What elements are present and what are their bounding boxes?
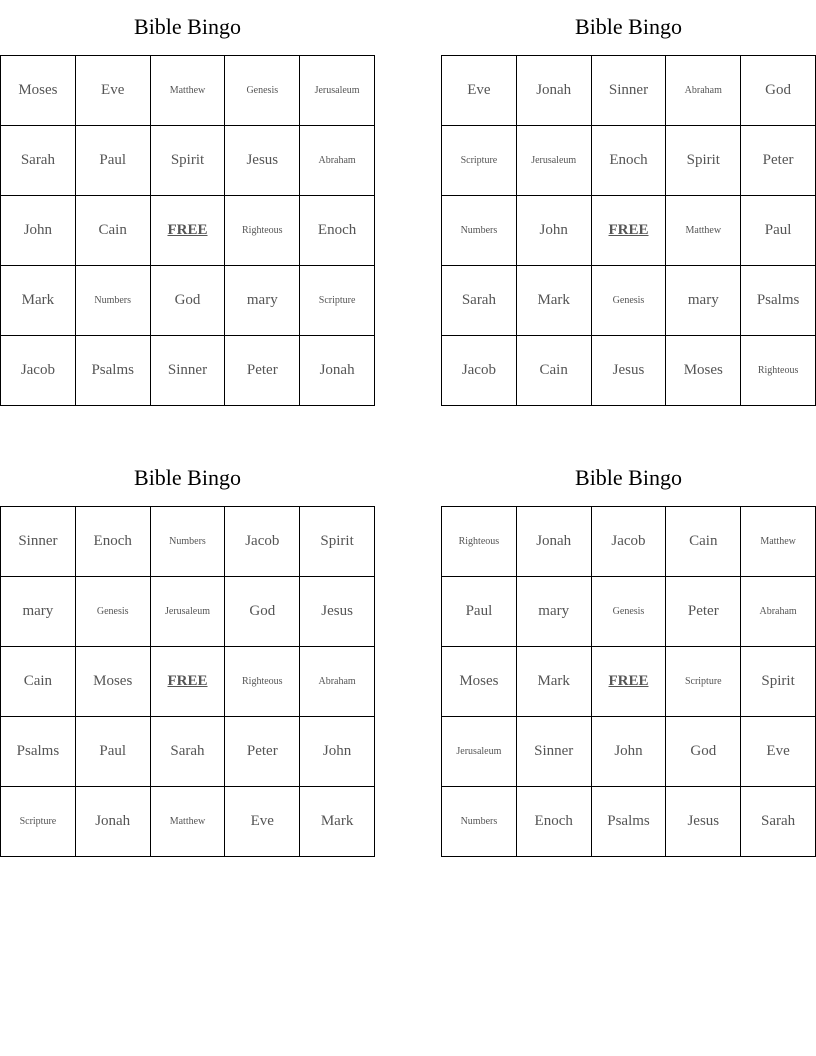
bingo-cell: Sinner: [151, 336, 226, 406]
bingo-cell: Numbers: [151, 507, 226, 577]
bingo-cell: Enoch: [517, 787, 592, 857]
bingo-cell: God: [151, 266, 226, 336]
bingo-cell: Numbers: [442, 787, 517, 857]
bingo-cell: Eve: [741, 717, 816, 787]
bingo-cell: Scripture: [1, 787, 76, 857]
free-space-cell: FREE: [592, 647, 667, 717]
bingo-cell: Enoch: [300, 196, 375, 266]
bingo-cell: mary: [1, 577, 76, 647]
bingo-card-3: [0, 463, 375, 829]
bingo-cell: Jesus: [225, 126, 300, 196]
bingo-cell: Genesis: [592, 577, 667, 647]
bingo-cell: Jerusaleum: [517, 126, 592, 196]
bingo-cell: Righteous: [741, 336, 816, 406]
bingo-cell: Genesis: [76, 577, 151, 647]
bingo-cell: John: [517, 196, 592, 266]
bingo-cell: Sinner: [592, 56, 667, 126]
bingo-cell: mary: [666, 266, 741, 336]
bingo-cell: Psalms: [592, 787, 667, 857]
bingo-cell: Jacob: [225, 507, 300, 577]
bingo-cell: Sinner: [517, 717, 592, 787]
bingo-cell: Paul: [741, 196, 816, 266]
bingo-cell: mary: [517, 577, 592, 647]
bingo-cell: Jonah: [517, 507, 592, 577]
bingo-cell: Peter: [666, 577, 741, 647]
bingo-cell: Mark: [300, 787, 375, 857]
bingo-cell: Peter: [225, 717, 300, 787]
bingo-grid: [0, 506, 375, 857]
bingo-cell: Scripture: [666, 647, 741, 717]
bingo-cell: Enoch: [76, 507, 151, 577]
bingo-cell: Matthew: [666, 196, 741, 266]
bingo-cell: God: [741, 56, 816, 126]
bingo-grid: [441, 506, 816, 857]
bingo-cell: Jesus: [592, 336, 667, 406]
bingo-cell: Eve: [225, 787, 300, 857]
bingo-cell: Scripture: [442, 126, 517, 196]
bingo-cell: Jonah: [300, 336, 375, 406]
bingo-cell: God: [666, 717, 741, 787]
bingo-cell: Paul: [442, 577, 517, 647]
bingo-cell: Sinner: [1, 507, 76, 577]
bingo-cell: Paul: [76, 126, 151, 196]
bingo-cell: Abraham: [666, 56, 741, 126]
bingo-cell: Psalms: [1, 717, 76, 787]
bingo-cell: Numbers: [442, 196, 517, 266]
bingo-cell: Spirit: [666, 126, 741, 196]
bingo-cell: Sarah: [442, 266, 517, 336]
free-space-cell: FREE: [151, 196, 226, 266]
bingo-cell: Sarah: [1, 126, 76, 196]
bingo-cell: Paul: [76, 717, 151, 787]
bingo-cell: Abraham: [300, 126, 375, 196]
bingo-cell: Cain: [76, 196, 151, 266]
bingo-cell: Psalms: [741, 266, 816, 336]
bingo-grid: [0, 55, 375, 406]
bingo-cell: Peter: [225, 336, 300, 406]
bingo-cell: Jonah: [517, 56, 592, 126]
bingo-cell: Enoch: [592, 126, 667, 196]
bingo-cell: Cain: [666, 507, 741, 577]
bingo-card-1: [0, 12, 375, 378]
bingo-cell: Genesis: [225, 56, 300, 126]
bingo-cell: Sarah: [151, 717, 226, 787]
bingo-cell: John: [1, 196, 76, 266]
bingo-cell: Mark: [517, 266, 592, 336]
bingo-cell: Scripture: [300, 266, 375, 336]
bingo-cell: Mark: [517, 647, 592, 717]
bingo-cell: Peter: [741, 126, 816, 196]
bingo-cell: Jesus: [300, 577, 375, 647]
bingo-cell: mary: [225, 266, 300, 336]
card-title: Bible Bingo: [134, 465, 241, 490]
bingo-cell: Abraham: [300, 647, 375, 717]
bingo-cell: Sarah: [741, 787, 816, 857]
bingo-cell: Jacob: [592, 507, 667, 577]
bingo-cell: Moses: [666, 336, 741, 406]
bingo-cell: Jerusaleum: [300, 56, 375, 126]
bingo-cell: Cain: [1, 647, 76, 717]
bingo-cell: God: [225, 577, 300, 647]
bingo-cell: Mark: [1, 266, 76, 336]
bingo-cell: Righteous: [442, 507, 517, 577]
bingo-cell: Spirit: [741, 647, 816, 717]
bingo-cell: Jacob: [442, 336, 517, 406]
bingo-cell: Jesus: [666, 787, 741, 857]
bingo-card-4: [441, 463, 816, 829]
bingo-cell: Matthew: [151, 787, 226, 857]
bingo-cell: Numbers: [76, 266, 151, 336]
bingo-card-2: [441, 12, 816, 378]
bingo-cell: Genesis: [592, 266, 667, 336]
bingo-cell: Jonah: [76, 787, 151, 857]
bingo-cell: Psalms: [76, 336, 151, 406]
card-title: Bible Bingo: [134, 14, 241, 39]
bingo-cell: Righteous: [225, 647, 300, 717]
bingo-cell: Eve: [442, 56, 517, 126]
bingo-cell: Spirit: [151, 126, 226, 196]
bingo-cell: Moses: [442, 647, 517, 717]
bingo-cell: John: [592, 717, 667, 787]
bingo-cell: Moses: [1, 56, 76, 126]
free-space-cell: FREE: [151, 647, 226, 717]
bingo-cell: Matthew: [151, 56, 226, 126]
bingo-cell: Cain: [517, 336, 592, 406]
bingo-cell: Jerusaleum: [151, 577, 226, 647]
card-title: Bible Bingo: [575, 465, 682, 490]
bingo-cell: Abraham: [741, 577, 816, 647]
bingo-cell: Spirit: [300, 507, 375, 577]
free-space-cell: FREE: [592, 196, 667, 266]
bingo-cell: Matthew: [741, 507, 816, 577]
bingo-cell: Jacob: [1, 336, 76, 406]
bingo-cell: Jerusaleum: [442, 717, 517, 787]
bingo-cell: Righteous: [225, 196, 300, 266]
bingo-grid: [441, 55, 816, 406]
bingo-cell: John: [300, 717, 375, 787]
bingo-cell: Eve: [76, 56, 151, 126]
bingo-cell: Moses: [76, 647, 151, 717]
card-title: Bible Bingo: [575, 14, 682, 39]
